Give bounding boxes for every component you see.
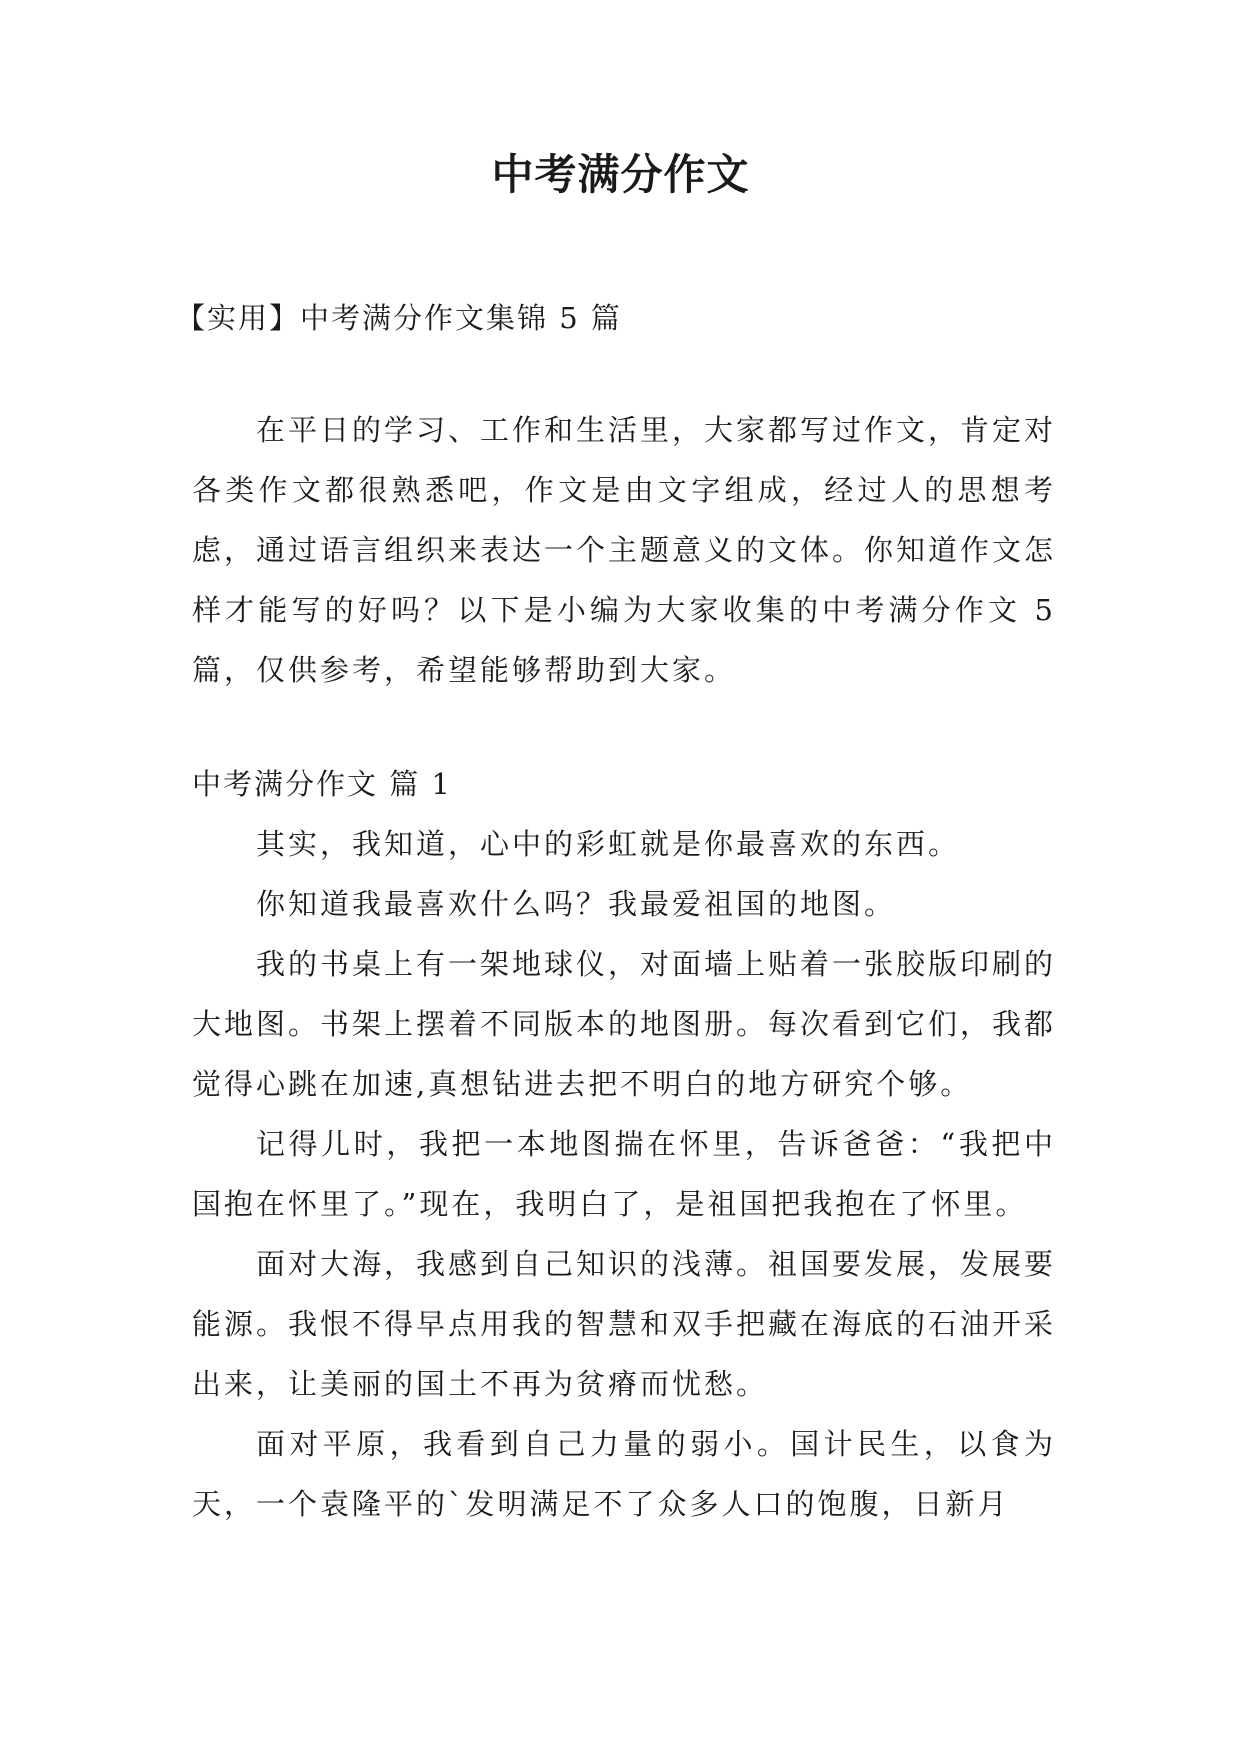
essay-paragraph: 记得儿时，我把一本地图揣在怀里，告诉爸爸：“我把中国抱在怀里了。”现在，我明白了，是祖国把我抱在了怀里。 bbox=[192, 1127, 1056, 1221]
essay-paragraph: 其实，我知道，心中的彩虹就是你最喜欢的东西。 bbox=[256, 827, 961, 861]
essay-body bbox=[192, 814, 1056, 1534]
essay-paragraph: 你知道我最喜欢什么吗？我最爱祖国的地图。 bbox=[256, 887, 897, 921]
essay-paragraph: 面对大海，我感到自己知识的浅薄。祖国要发展，发展要能源。我恨不得早点用我的智慧和双手把藏在海底的石油开采出来，让美丽的国土不再为贫瘠而忧愁。 bbox=[192, 1247, 1057, 1401]
essay-paragraph: 面对平原，我看到自己力量的弱小。国计民生，以食为天，一个袁隆平的`发明满足不了众多人口的饱腹，日新月 bbox=[192, 1427, 1056, 1521]
intro-block bbox=[192, 400, 1056, 700]
document-title: 中考满分作文 bbox=[491, 150, 750, 199]
essay-paragraph: 我的书桌上有一架地球仪，对面墙上贴着一张胶版印刷的大地图。书架上摆着不同版本的地图册。每次看到它们，我都觉得心跳在加速,真想钻进去把不明白的地方研究个够。 bbox=[192, 947, 1057, 1101]
intro-paragraph: 在平日的学习、工作和生活里，大家都写过作文，肯定对各类作文都很熟悉吧，作文是由文字组成，经过人的思想考虑，通过语言组织来表达一个主题意义的文体。你知道作文怎样才能写的好吗？以下是小编为大家收集的中考满分作文 5 篇，仅供参考，希望能够帮助到大家。 bbox=[192, 413, 1057, 687]
section-heading: 中考满分作文 篇 1 bbox=[192, 767, 452, 801]
document-subtitle: 【实用】中考满分作文集锦 5 篇 bbox=[176, 301, 622, 335]
